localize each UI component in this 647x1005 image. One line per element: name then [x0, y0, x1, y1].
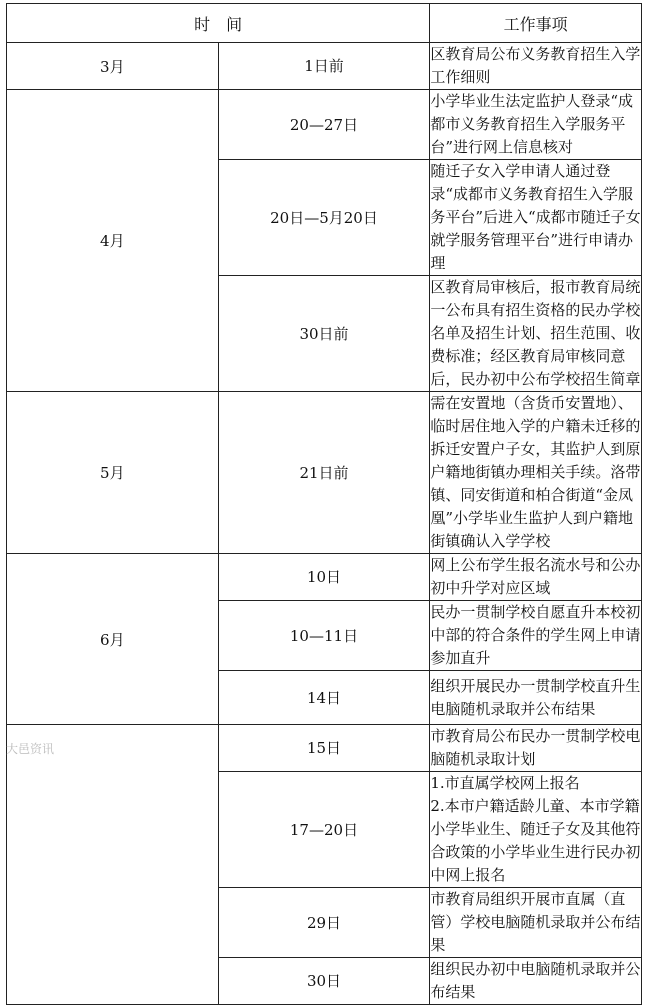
- table-row: [7, 392, 642, 554]
- schedule-table: [6, 3, 642, 1005]
- task-cell: 区教育局公布义务教育招生入学工作细则: [430, 43, 642, 90]
- task-cell: 民办一贯制学校自愿直升本校初中部的符合条件的学生网上申请参加直升: [430, 601, 642, 671]
- date-cell: 14日: [218, 671, 430, 725]
- date-cell: 20—27日: [218, 90, 430, 160]
- month-cell: 6月: [7, 554, 219, 725]
- task-cell: 组织开展民办一贯制学校直升生电脑随机录取并公布结果: [430, 671, 642, 725]
- task-cell: 市教育局公布民办一贯制学校电脑随机录取计划: [430, 725, 642, 772]
- date-cell: 15日: [218, 725, 430, 772]
- date-cell: 30日: [218, 958, 430, 1005]
- month-cell: 3月: [7, 43, 219, 90]
- task-cell: 组织民办初中电脑随机录取并公布结果: [430, 958, 642, 1005]
- date-cell: 30日前: [218, 276, 430, 392]
- month-cell: 4月: [7, 90, 219, 392]
- date-cell: 10—11日: [218, 601, 430, 671]
- task-cell: 区教育局审核后，报市教育局统一公布具有招生资格的民办学校名单及招生计划、招生范围、收费标准；经区教育局审核同意后，民办初中公布学校招生简章: [430, 276, 642, 392]
- date-cell: 21日前: [218, 392, 430, 554]
- task-cell: 需在安置地（含货币安置地）、临时居住地入学的户籍未迁移的拆迁安置户子女，其监护人到原户籍地街镇办理相关手续。洛带镇、同安街道和柏合街道“金凤凰”小学毕业生监护人到户籍地街镇确认入学学校: [430, 392, 642, 554]
- task-cell: 随迁子女入学申请人通过登录“成都市义务教育招生入学服务平台”后进入“成都市随迁子女就学服务管理平台”进行申请办理: [430, 160, 642, 276]
- task-cell: 市教育局组织开展市直属（直管）学校电脑随机录取并公布结果: [430, 888, 642, 958]
- month-cell: 5月: [7, 392, 219, 554]
- header-task: 工作事项: [430, 4, 642, 43]
- date-cell: 20日—5月20日: [218, 160, 430, 276]
- header-row: [7, 4, 642, 43]
- task-cell: 网上公布学生报名流水号和公办初中升学对应区域: [430, 554, 642, 601]
- header-time: 时 间: [7, 4, 430, 43]
- table-row: [7, 725, 642, 772]
- date-cell: 29日: [218, 888, 430, 958]
- table-row: [7, 554, 642, 601]
- table-row: [7, 90, 642, 160]
- watermark: 大邑资讯: [6, 742, 55, 756]
- task-cell: 1.市直属学校网上报名 2.本市户籍适龄儿童、本市学籍小学毕业生、随迁子女及其他符合政策的小学毕业生进行民办初中网上报名: [430, 772, 642, 888]
- date-cell: 10日: [218, 554, 430, 601]
- date-cell: 17—20日: [218, 772, 430, 888]
- date-cell: 1日前: [218, 43, 430, 90]
- task-cell: 小学毕业生法定监护人登录“成都市义务教育招生入学服务平台”进行网上信息核对: [430, 90, 642, 160]
- table-row: [7, 43, 642, 90]
